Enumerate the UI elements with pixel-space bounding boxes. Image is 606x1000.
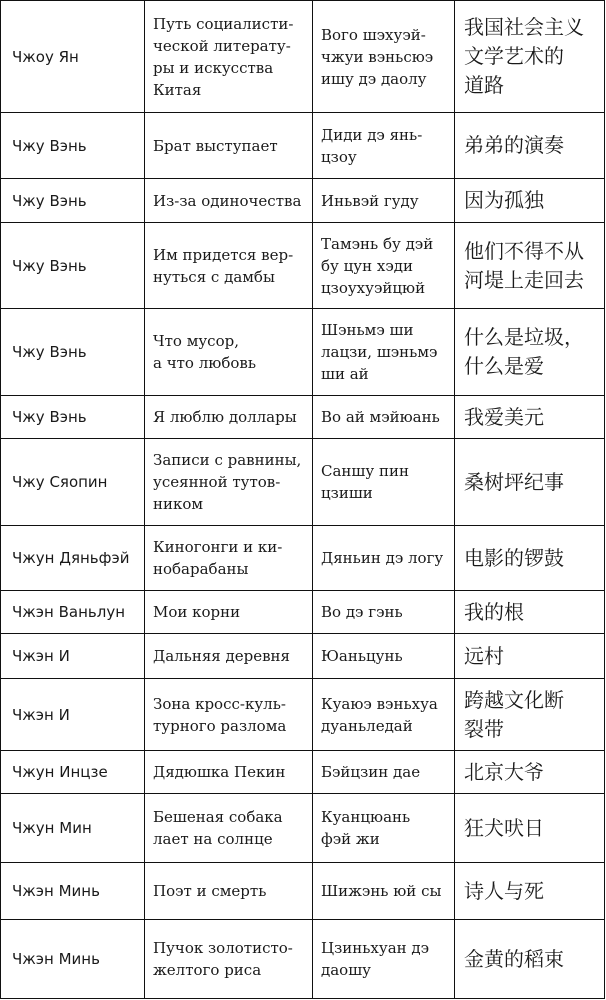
author-cell: Чжэн Минь bbox=[1, 863, 145, 920]
russian-title-cell: Что мусор, а что любовь bbox=[145, 309, 313, 396]
russian-title-cell: Зона кросс-куль- турного разлома bbox=[145, 679, 313, 751]
chinese-title-cell: 远村 bbox=[455, 634, 605, 679]
transliteration-cell: Саншу пин цзиши bbox=[313, 439, 455, 526]
russian-title-cell: Я люблю доллары bbox=[145, 396, 313, 439]
author-cell: Чжэн И bbox=[1, 679, 145, 751]
transliteration-cell: Цзиньхуан дэ даошу bbox=[313, 920, 455, 999]
transliteration-cell: Шижэнь юй сы bbox=[313, 863, 455, 920]
chinese-title-cell: 金黄的稻束 bbox=[455, 920, 605, 999]
author-cell: Чжэн Ваньлун bbox=[1, 591, 145, 634]
author-cell: Чжэн И bbox=[1, 634, 145, 679]
russian-title-cell: Им придется вер- нуться с дамбы bbox=[145, 223, 313, 309]
transliteration-cell: Тамэнь бу дэй бу цун хэди цзоухуэйцюй bbox=[313, 223, 455, 309]
russian-title-cell: Из-за одиночества bbox=[145, 179, 313, 223]
transliteration-cell: Диди дэ янь- цзоу bbox=[313, 113, 455, 179]
chinese-title-cell: 我国社会主义 文学艺术的 道路 bbox=[455, 1, 605, 113]
transliteration-cell: Иньвэй гуду bbox=[313, 179, 455, 223]
chinese-title-cell: 北京大爷 bbox=[455, 751, 605, 794]
author-cell: Чжэн Минь bbox=[1, 920, 145, 999]
russian-title-cell: Мои корни bbox=[145, 591, 313, 634]
chinese-title-cell: 诗人与死 bbox=[455, 863, 605, 920]
transliteration-cell: Во ай мэйюань bbox=[313, 396, 455, 439]
author-cell: Чжу Вэнь bbox=[1, 223, 145, 309]
russian-title-cell: Дядюшка Пекин bbox=[145, 751, 313, 794]
author-cell: Чжун Мин bbox=[1, 794, 145, 863]
author-cell: Чжу Сяопин bbox=[1, 439, 145, 526]
chinese-title-cell: 因为孤独 bbox=[455, 179, 605, 223]
chinese-title-cell: 弟弟的演奏 bbox=[455, 113, 605, 179]
chinese-title-cell: 电影的锣鼓 bbox=[455, 526, 605, 591]
russian-title-cell: Поэт и смерть bbox=[145, 863, 313, 920]
russian-title-cell: Брат выступает bbox=[145, 113, 313, 179]
russian-title-cell: Дальняя деревня bbox=[145, 634, 313, 679]
author-cell: Чжу Вэнь bbox=[1, 396, 145, 439]
transliteration-cell: Во дэ гэнь bbox=[313, 591, 455, 634]
russian-title-cell: Киногонги и ки- нобарабаны bbox=[145, 526, 313, 591]
russian-title-cell: Путь социалисти- ческой литерату- ры и искусства Китая bbox=[145, 1, 313, 113]
author-cell: Чжу Вэнь bbox=[1, 113, 145, 179]
russian-title-cell: Бешеная собака лает на солнце bbox=[145, 794, 313, 863]
chinese-title-cell: 跨越文化断 裂带 bbox=[455, 679, 605, 751]
russian-title-cell: Пучок золотисто- желтого риса bbox=[145, 920, 313, 999]
transliteration-cell: Дяньин дэ логу bbox=[313, 526, 455, 591]
author-cell: Чжу Вэнь bbox=[1, 179, 145, 223]
transliteration-cell: Куаюэ вэньхуа дуаньледай bbox=[313, 679, 455, 751]
chinese-title-cell: 什么是垃圾， 什么是爱 bbox=[455, 309, 605, 396]
transliteration-cell: Вого шэхуэй- чжуи вэньсюэ ишу дэ даолу bbox=[313, 1, 455, 113]
author-cell: Чжун Инцзе bbox=[1, 751, 145, 794]
chinese-title-cell: 桑树坪纪事 bbox=[455, 439, 605, 526]
author-cell: Чжоу Ян bbox=[1, 1, 145, 113]
transliteration-cell: Куанцюань фэй жи bbox=[313, 794, 455, 863]
transliteration-cell: Шэньмэ ши лацзи, шэньмэ ши ай bbox=[313, 309, 455, 396]
transliteration-cell: Бэйцзин дае bbox=[313, 751, 455, 794]
chinese-title-cell: 他们不得不从 河堤上走回去 bbox=[455, 223, 605, 309]
chinese-title-cell: 我的根 bbox=[455, 591, 605, 634]
author-cell: Чжу Вэнь bbox=[1, 309, 145, 396]
chinese-title-cell: 狂犬吠日 bbox=[455, 794, 605, 863]
transliteration-cell: Юаньцунь bbox=[313, 634, 455, 679]
author-cell: Чжун Дяньфэй bbox=[1, 526, 145, 591]
russian-title-cell: Записи с равнины, усеянной тутов- ником bbox=[145, 439, 313, 526]
chinese-title-cell: 我爱美元 bbox=[455, 396, 605, 439]
